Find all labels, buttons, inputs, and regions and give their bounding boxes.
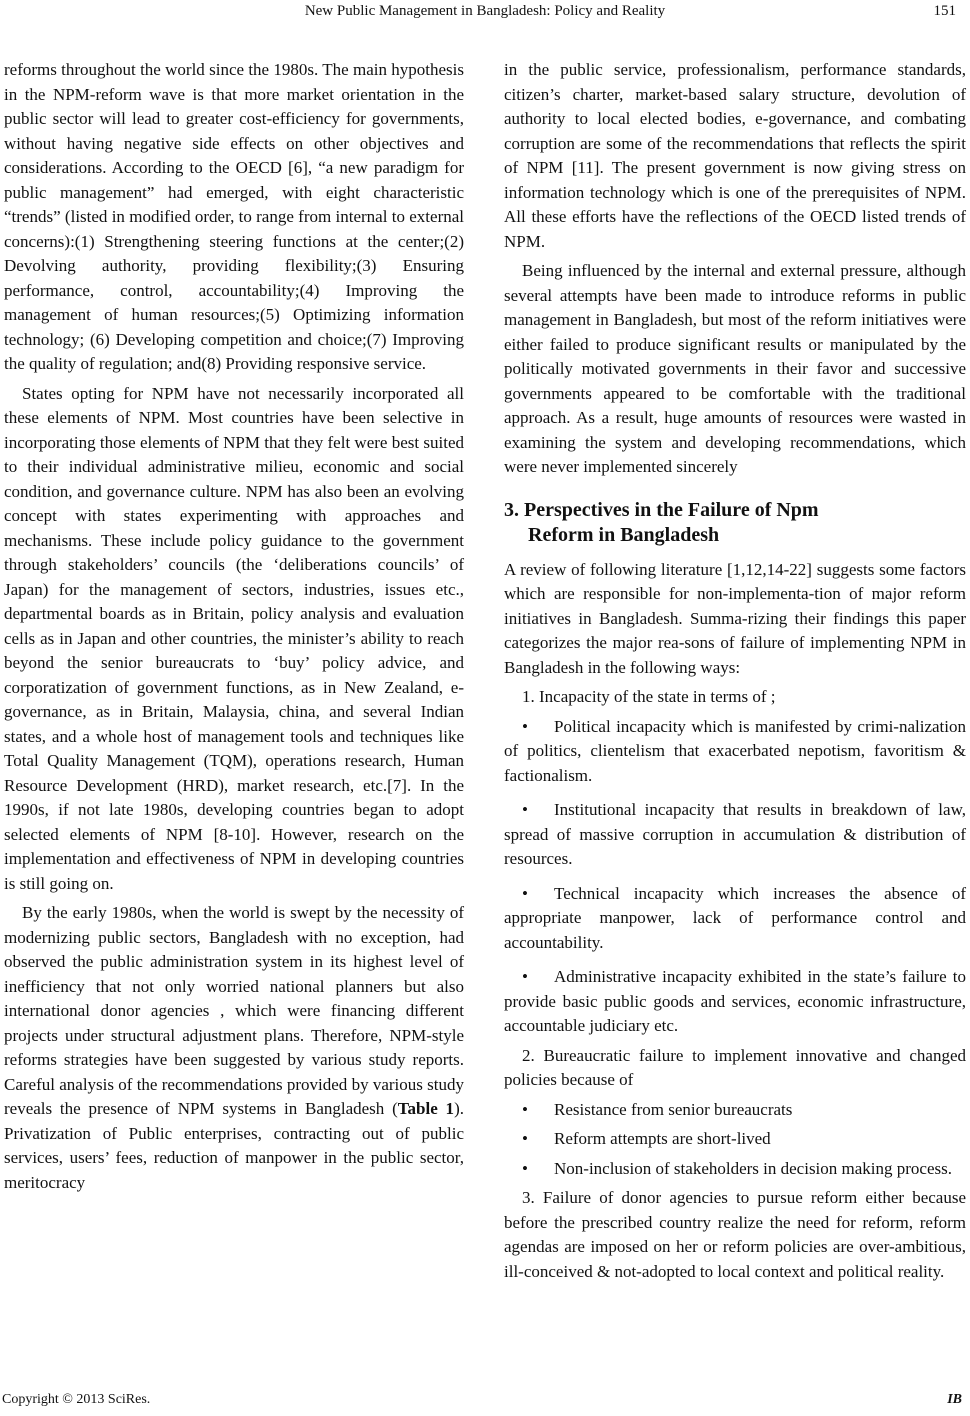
bullet-item	[504, 882, 966, 956]
bullet-item	[504, 1127, 966, 1152]
paragraph-text: By the early 1980s, when the world is swept by the necessity of modernizing public sectors, Bangladesh with no exception, had observed the public administration system in its highest level of inefficiency that not only worried national planners but also international donor agencies , which were financing different projects under structural adjustment plans. Therefore, NPM-style reforms strategies have been suggested by various study reports. Careful analysis of the recommendations provided by various study reveals the presence of NPM systems in Bangladesh (	[4, 903, 464, 1118]
numbered-item: 1. Incapacity of the state in terms of ;	[522, 687, 776, 706]
bullet-icon: •	[522, 967, 528, 986]
bullet-text: Non-inclusion of stakeholders in decision making process.	[554, 1158, 953, 1178]
bullet-text: Political incapacity which is manifested by crimi-nalization of politics, clientelism that exacerbated nepotism, favoritism & factionalism.	[504, 716, 966, 785]
bullet-icon: •	[522, 1129, 528, 1148]
copyright-notice: Copyright © 2013 SciRes.	[2, 1392, 151, 1407]
right-column	[504, 58, 966, 1284]
section-heading-line: Reform in Bangladesh	[528, 523, 720, 546]
bullet-icon: •	[522, 1158, 528, 1178]
paragraph: reforms throughout the world since the 1980s. The main hypothesis in the NPM-reform wave is that more market orientation in the public sector will lead to greater cost-efficiency for governments, without having negative side effects on other objectives and considerations. According to the OECD [6], “a new paradigm for public management” had emerged, with eight characteristic “trends” (listed in modified order, to range from internal to external concerns):(1) Strengthening steering functions at the center;(2) Devolving authority, providing flexibility;(3) Ensuring performance, control, accountability;(4) Improving the management of human resources;(5) Optimizing information technology; (6) Developing competition and choice;(7) Improving the quality of regulation; and(8) Providing responsive service.	[4, 60, 464, 373]
paragraph: States opting for NPM have not necessarily incorporated all these elements of NPM. Most countries have been selective in incorporating those elements of NPM that they felt were best suited to their individual administrative milieu, economic and social condition, and governance culture. NPM has also been an evolving concept with states experimenting with approaches and mechanisms. These include policy guidance to the government through stakeholders’ councils (the ‘deliberations councils’ of Japan) for the management of sectors, industries, issues etc., departmental boards as in Britain, policy analysis and evaluation cells as in Japan and other countries, the minister’s ability to reach beyond the senior bureaucrats to ‘buy’ policy advice, and corporatization of government functions, as in New Zealand, e-governance, as in Britain, Malaysia, china, and several Indian states, and a whole host of management tools and techniques like Total Quality Management (TQM), operations research, Human Resource Development (HRD), market research, etc.[7]. In the 1990s, if not late 1980s, developing countries began to adopt selected elements of NPM [8-10]. However, research on the implementation and effectiveness of NPM in developing countries is still going on.	[4, 383, 464, 893]
bullet-text: Administrative incapacity exhibited in the state’s failure to provide basic public goods and services, economic infrastructure, accountable judiciary etc.	[504, 967, 966, 1035]
numbered-item: 2. Bureaucratic failure to implement innovative and changed policies because of	[504, 1045, 966, 1089]
section-heading	[504, 498, 966, 548]
bullet-icon: •	[522, 716, 528, 736]
paragraph: in the public service, professionalism, performance standards, citizen’s charter, market-based salary structure, devolution of authority to local elected bodies, e-governance, and combating corruption are some of the recommendations that reflects the spirit of NPM [11]. The present government is now giving stress on information technology which is one of the prerequisites of NPM. All these efforts have the reflections of the OECD listed trends of NPM.	[504, 60, 966, 251]
bullet-item	[504, 1157, 966, 1182]
bullet-icon: •	[522, 883, 528, 903]
table-reference[interactable]: Table 1	[397, 1099, 455, 1118]
bullet-text: Reform attempts are short-lived	[554, 1129, 771, 1148]
bullet-item	[504, 715, 966, 789]
section-heading-line: 3. Perspectives in the Failure of Npm	[504, 498, 819, 521]
paragraph: Being influenced by the internal and external pressure, although several attempts have been made to introduce reforms in public management in Bangladesh, but most of the reform initiatives were either failed to produce significant results or manipulated by the politically motivated governments in their favor and successive governments appeared to be comfortable with the traditional approach. As a result, huge amounts of resources were wasted in examining the system and developing recommendations, which were never implemented sincerely	[504, 261, 966, 476]
left-column	[4, 58, 464, 1195]
bullet-text: Technical incapacity which increases the absence of appropriate manpower, lack of performance control and accountability.	[504, 883, 966, 952]
bullet-item	[504, 965, 966, 1039]
page-header	[0, 0, 970, 30]
page-footer	[0, 1392, 970, 1416]
bullet-icon: •	[522, 1099, 528, 1119]
numbered-item: 3. Failure of donor agencies to pursue reform either because before the prescribed country realize the need for reform, reform agendas are imposed on her or reform policies are over-ambitious, ill-conceived & not-adopted to local context and political reality.	[504, 1188, 966, 1281]
running-title: New Public Management in Bangladesh: Policy and Reality	[304, 3, 666, 19]
bullet-icon: •	[522, 800, 528, 819]
bullet-text: Resistance from senior bureaucrats	[554, 1099, 793, 1119]
paragraph: A review of following literature [1,12,14-22] suggests some factors which are responsible for non-implementa-tion of major reform initiatives in Bangladesh. Summa-rizing their findings this paper categorizes the major rea-sons of failure of implementing NPM in Bangladesh in the following ways:	[504, 559, 966, 677]
bullet-text: Institutional incapacity that results in breakdown of law, spread of massive corruption in accumulation & distribution of resources.	[504, 800, 966, 868]
bullet-item	[504, 1098, 966, 1123]
paragraph-text: ). Privatization of Public enterprises, contracting out of public services, users’ fees, reduction of manpower in the public sector, meritocracy	[4, 1099, 464, 1192]
page-number: 151	[933, 3, 956, 19]
bullet-item	[504, 798, 966, 872]
journal-abbreviation: IB	[947, 1392, 962, 1407]
paragraph	[4, 901, 464, 1195]
